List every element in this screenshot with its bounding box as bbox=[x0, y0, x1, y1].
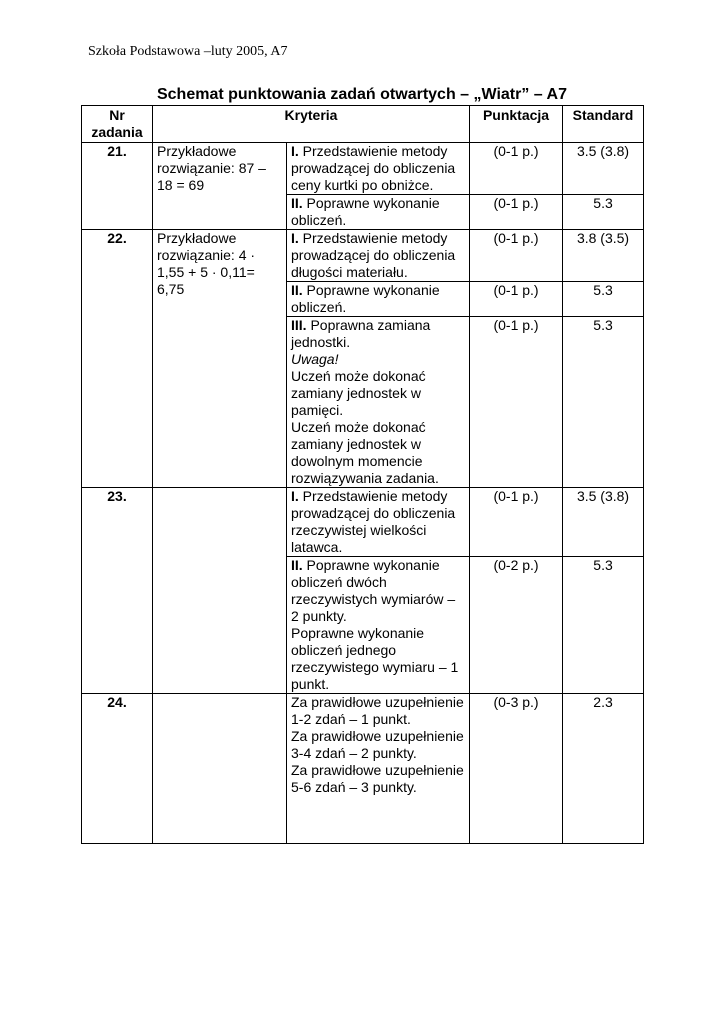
table-row bbox=[82, 230, 644, 282]
example-solution bbox=[153, 488, 287, 694]
criterion bbox=[287, 282, 470, 317]
standard: 2.3 bbox=[563, 694, 644, 844]
criterion-roman: II. bbox=[291, 282, 303, 298]
criterion bbox=[287, 694, 470, 844]
criterion-roman: II. bbox=[291, 195, 303, 211]
note-label: Uwaga! bbox=[291, 351, 339, 367]
page-header: Szkoła Podstawowa –luty 2005, A7 bbox=[88, 44, 288, 59]
criterion-line: Za prawidłowe uzupełnienie 3-4 zdań – 2 punkty. bbox=[291, 728, 464, 761]
criterion-roman: I. bbox=[291, 488, 299, 504]
task-number: 22. bbox=[82, 230, 153, 488]
points: (0-1 p.) bbox=[470, 195, 563, 230]
criterion-extra: Poprawne wykonanie obliczeń jednego rzeczywistego wymiaru – 1 punkt. bbox=[291, 625, 459, 692]
criterion-text: Poprawne wykonanie obliczeń. bbox=[291, 282, 440, 315]
criterion-text: Przedstawienie metody prowadzącej do obliczenia ceny kurtki po obniżce. bbox=[291, 143, 456, 193]
points: (0-2 p.) bbox=[470, 557, 563, 694]
page-title: Schemat punktowania zadań otwartych – „Wiatr” – A7 bbox=[156, 86, 568, 103]
standard: 5.3 bbox=[563, 317, 644, 488]
criterion-roman: I. bbox=[291, 230, 299, 246]
task-number: 21. bbox=[82, 143, 153, 230]
criterion bbox=[287, 557, 470, 694]
criterion bbox=[287, 143, 470, 195]
standard: 3.5 (3.8) bbox=[563, 488, 644, 557]
criterion bbox=[287, 488, 470, 557]
criterion bbox=[287, 195, 470, 230]
standard: 3.5 (3.8) bbox=[563, 143, 644, 195]
criterion-text: Poprawne wykonanie obliczeń dwóch rzeczywistych wymiarów – 2 punkty. bbox=[291, 557, 456, 624]
example-solution bbox=[153, 694, 287, 844]
note-text: Uczeń może dokonać zamiany jednostek w pamięci. bbox=[291, 368, 426, 418]
criterion-roman: III. bbox=[291, 317, 307, 333]
column-header-standard: Standard bbox=[563, 106, 644, 143]
points: (0-1 p.) bbox=[470, 230, 563, 282]
table-row bbox=[82, 143, 644, 195]
standard: 5.3 bbox=[563, 282, 644, 317]
note-text: Uczeń może dokonać zamiany jednostek w dowolnym momencie rozwiązywania zadania. bbox=[291, 419, 439, 486]
column-header-nr: Nr zadania bbox=[82, 106, 153, 143]
criterion-text: Poprawna zamiana jednostki. bbox=[291, 317, 431, 350]
standard: 3.8 (3.5) bbox=[563, 230, 644, 282]
criterion-roman: I. bbox=[291, 143, 299, 159]
table-header-row bbox=[82, 106, 644, 143]
criterion-roman: II. bbox=[291, 557, 303, 573]
task-number: 24. bbox=[82, 694, 153, 844]
points: (0-1 p.) bbox=[470, 282, 563, 317]
points: (0-1 p.) bbox=[470, 317, 563, 488]
column-header-kryteria: Kryteria bbox=[153, 106, 470, 143]
criterion-line: Za prawidłowe uzupełnienie 5-6 zdań – 3 punkty. bbox=[291, 762, 464, 795]
example-solution: Przykładowe rozwiązanie: 4 · 1,55 + 5 · 0,11= 6,75 bbox=[153, 230, 287, 488]
example-solution: Przykładowe rozwiązanie: 87 – 18 = 69 bbox=[153, 143, 287, 230]
points: (0-3 p.) bbox=[470, 694, 563, 844]
table-row bbox=[82, 488, 644, 557]
standard: 5.3 bbox=[563, 557, 644, 694]
criterion bbox=[287, 317, 470, 488]
criterion-text: Poprawne wykonanie obliczeń. bbox=[291, 195, 440, 228]
task-number: 23. bbox=[82, 488, 153, 694]
criterion bbox=[287, 230, 470, 282]
scoring-table bbox=[81, 105, 644, 844]
criterion-text: Przedstawienie metody prowadzącej do obliczenia rzeczywistej wielkości latawca. bbox=[291, 488, 456, 555]
table-row bbox=[82, 694, 644, 844]
points: (0-1 p.) bbox=[470, 143, 563, 195]
criterion-text: Przedstawienie metody prowadzącej do obliczenia długości materiału. bbox=[291, 230, 456, 280]
points: (0-1 p.) bbox=[470, 488, 563, 557]
column-header-punktacja: Punktacja bbox=[470, 106, 563, 143]
criterion-line: Za prawidłowe uzupełnienie 1-2 zdań – 1 punkt. bbox=[291, 694, 464, 727]
standard: 5.3 bbox=[563, 195, 644, 230]
